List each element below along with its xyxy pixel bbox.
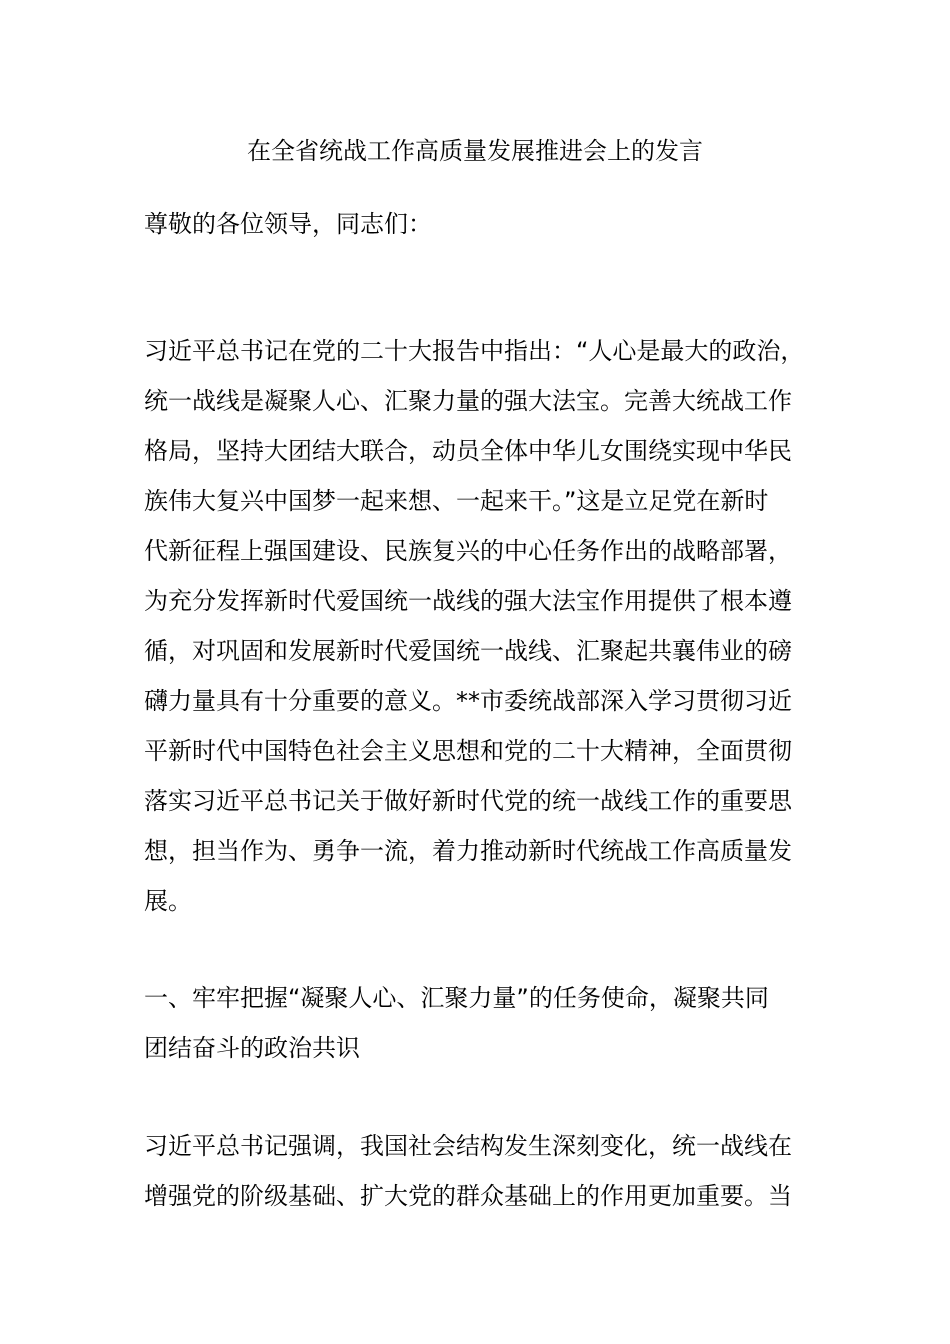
paragraph-intro	[144, 326, 834, 926]
text-line: 增强党的阶级基础、扩大党的群众基础上的作用更加重要。当	[144, 1182, 792, 1210]
text-line: 展。	[144, 887, 192, 915]
text-line: 族伟大复兴中国梦一起来想、一起来干。”这是立足党在新时	[144, 487, 769, 515]
paragraph-section-1	[144, 1121, 834, 1221]
text-line: 统一战线是凝聚人心、汇聚力量的强大法宝。完善大统战工作	[144, 387, 792, 415]
section-heading-1	[144, 973, 834, 1073]
text-line: 想，担当作为、勇争一流，着力推动新时代统战工作高质量发	[144, 837, 792, 865]
text-line: 为充分发挥新时代爱国统一战线的强大法宝作用提供了根本遵	[144, 587, 792, 615]
text-line: 落实习近平总书记关于做好新时代党的统一战线工作的重要思	[144, 787, 792, 815]
text-line: 平新时代中国特色社会主义思想和党的二十大精神，全面贯彻	[144, 737, 792, 765]
heading-line: 一、牢牢把握“凝聚人心、汇聚力量”的任务使命，凝聚共同	[144, 984, 769, 1012]
text-line: 循，对巩固和发展新时代爱国统一战线、汇聚起共襄伟业的磅	[144, 637, 792, 665]
text-line: 代新征程上强国建设、民族复兴的中心任务作出的战略部署，	[144, 537, 792, 565]
text-line: 习近平总书记强调，我国社会结构发生深刻变化，统一战线在	[144, 1132, 792, 1160]
text-line: 礴力量具有十分重要的意义。**市委统战部深入学习贯彻习近	[144, 687, 792, 715]
text-line: 习近平总书记在党的二十大报告中指出：“人心是最大的政治，	[144, 337, 805, 365]
heading-line: 团结奋斗的政治共识	[144, 1034, 360, 1062]
document-title: 在全省统战工作高质量发展推进会上的发言	[247, 137, 703, 165]
salutation-line: 尊敬的各位领导，同志们：	[144, 210, 432, 238]
text-line: 格局，坚持大团结大联合，动员全体中华儿女围绕实现中华民	[144, 437, 792, 465]
salutation	[144, 199, 834, 249]
